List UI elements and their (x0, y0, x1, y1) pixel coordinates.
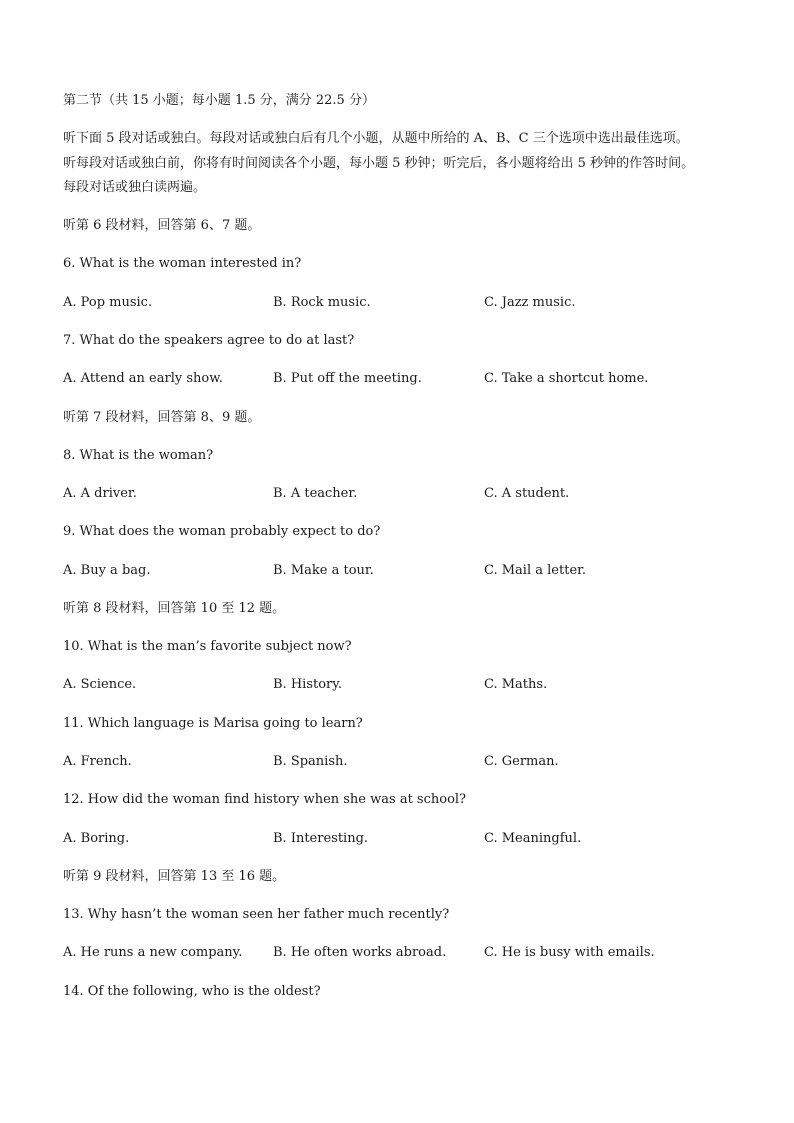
option-b[interactable]: B. Rock music. (273, 295, 371, 310)
instructions (63, 127, 743, 201)
option-a[interactable]: A. Boring. (63, 831, 130, 846)
option-c[interactable]: C. A student. (484, 486, 570, 501)
question-stem: 11. Which language is Marisa going to learn? (63, 716, 363, 731)
group-heading: 听第 7 段材料，回答第 8、9 题。 (63, 410, 261, 425)
option-row (63, 941, 743, 965)
instruction-line: 每段对话或独白读两遍。 (63, 180, 207, 195)
group-heading: 听第 9 段材料，回答第 13 至 16 题。 (63, 869, 286, 884)
instruction-line: 听下面 5 段对话或独白。每段对话或独白后有几个小题，从题中所给的 A、B、C 三个选项中选出最佳选项。 (63, 131, 689, 146)
question-stem: 9. What does the woman probably expect to do? (63, 524, 381, 539)
option-c[interactable]: C. Meaningful. (484, 831, 582, 846)
question-stem: 12. How did the woman find history when she was at school? (63, 792, 467, 807)
option-a[interactable]: A. Pop music. (63, 295, 153, 310)
option-a[interactable]: A. French. (63, 754, 132, 769)
option-row (63, 482, 743, 506)
option-b[interactable]: B. Make a tour. (273, 563, 374, 578)
option-b[interactable]: B. He often works abroad. (273, 945, 447, 960)
option-row (63, 827, 743, 851)
option-c[interactable]: C. Jazz music. (484, 295, 576, 310)
option-b[interactable]: B. History. (273, 677, 342, 692)
option-b[interactable]: B. Put off the meeting. (273, 371, 422, 386)
option-a[interactable]: A. Buy a bag. (63, 563, 151, 578)
option-a[interactable]: A. A driver. (63, 486, 137, 501)
group-heading: 听第 8 段材料，回答第 10 至 12 题。 (63, 601, 286, 616)
option-c[interactable]: C. Mail a letter. (484, 563, 587, 578)
option-b[interactable]: B. Spanish. (273, 754, 348, 769)
section-title: 第二节（共 15 小题；每小题 1.5 分，满分 22.5 分） (63, 93, 375, 108)
question-stem: 13. Why hasn’t the woman seen her father much recently? (63, 907, 450, 922)
option-a[interactable]: A. Science. (63, 677, 137, 692)
option-c[interactable]: C. German. (484, 754, 559, 769)
question-stem: 6. What is the woman interested in? (63, 256, 302, 271)
group-heading: 听第 6 段材料，回答第 6、7 题。 (63, 218, 261, 233)
option-c[interactable]: C. Take a shortcut home. (484, 371, 649, 386)
option-c[interactable]: C. He is busy with emails. (484, 945, 655, 960)
option-b[interactable]: B. Interesting. (273, 831, 369, 846)
option-row (63, 367, 743, 391)
option-b[interactable]: B. A teacher. (273, 486, 358, 501)
option-a[interactable]: A. He runs a new company. (63, 945, 243, 960)
question-stem: 8. What is the woman? (63, 448, 214, 463)
option-row (63, 291, 743, 315)
question-stem: 7. What do the speakers agree to do at last? (63, 333, 355, 348)
question-stem: 10. What is the man’s favorite subject now? (63, 639, 352, 654)
option-a[interactable]: A. Attend an early show. (63, 371, 223, 386)
option-c[interactable]: C. Maths. (484, 677, 548, 692)
instruction-line: 听每段对话或独白前，你将有时间阅读各个小题，每小题 5 秒钟；听完后，各小题将给出 5 秒钟的作答时间。 (63, 155, 695, 171)
option-row (63, 673, 743, 697)
option-row (63, 559, 743, 583)
question-stem: 14. Of the following, who is the oldest? (63, 984, 321, 999)
option-row (63, 750, 743, 774)
